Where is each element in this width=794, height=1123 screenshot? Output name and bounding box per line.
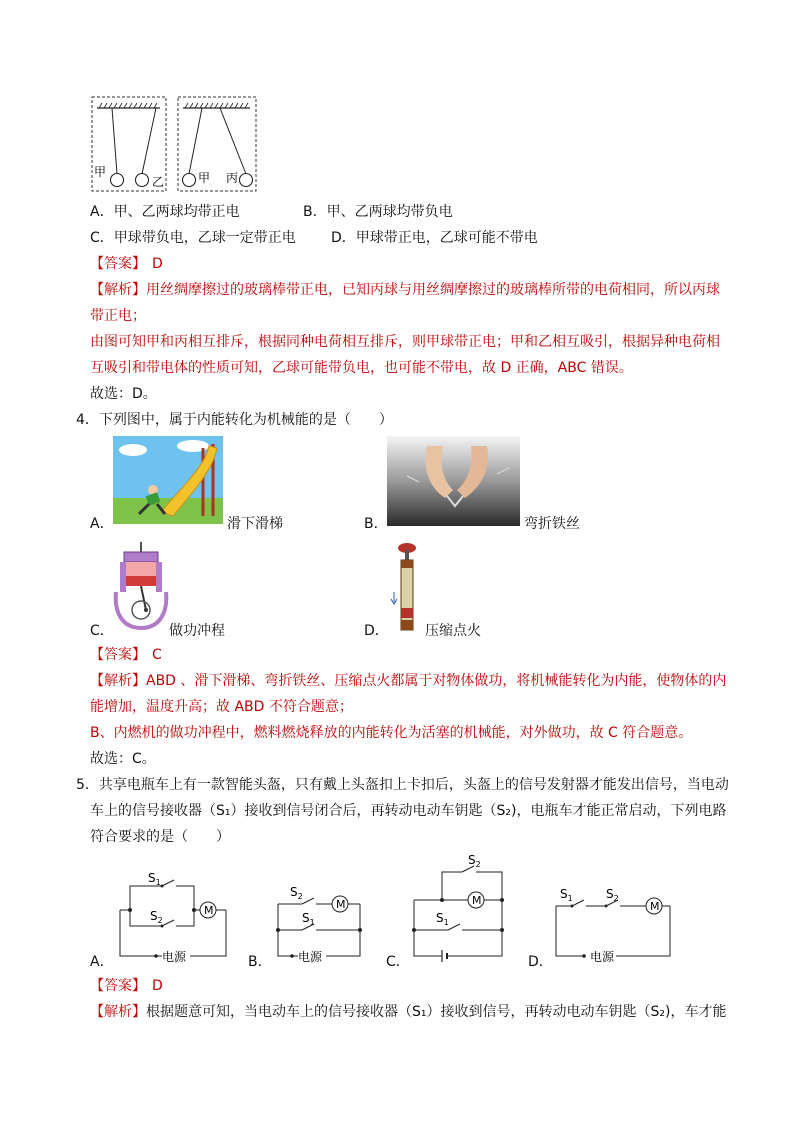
q5-stem-line-2: 车上的信号接收器（S₁）接收到信号闭合后，再转动电动车钥匙（S₂)，电瓶车才能正常启动，下列电路: [90, 803, 727, 819]
label-bing: 丙: [226, 171, 239, 185]
q4-option-b-text: 弯折铁丝: [524, 516, 580, 532]
svg-text:S1: $S_1$: [302, 911, 315, 927]
circuit-a: [110, 868, 235, 968]
circuit-b: [266, 880, 366, 966]
svg-text:S1: $S_1$: [560, 887, 573, 903]
q4-option-c-text: 做功冲程: [169, 623, 225, 639]
q5-option-c: C．: [386, 954, 410, 970]
q4-option-a-text: 滑下滑梯: [227, 516, 283, 532]
q4-stem: 4．下列图中，属于内能转化为机械能的是（ ）: [76, 412, 393, 428]
q4-conclusion: 故选：C。: [90, 751, 156, 767]
pendulum-figure: [90, 96, 260, 194]
q4-option-a-letter: A．: [90, 516, 114, 532]
q3-option-a: A．甲、乙两球均带正电: [90, 204, 240, 220]
q4-analysis-line-2: 能增加，温度升高；故 ABD 不符合题意；: [90, 699, 353, 715]
q5-option-b: B．: [248, 954, 272, 970]
q5-option-a: A．: [90, 954, 114, 970]
bending-wire-picture: [387, 436, 520, 526]
q4-analysis-line-3: B、内燃机的做功冲程中，燃料燃烧释放的内能转化为活塞的机械能，对外做功，故 C 符合题意。: [90, 725, 693, 741]
q4-option-b-letter: B．: [364, 516, 388, 532]
circuit-d: [550, 882, 675, 966]
switch-s1-label: $S_1$: [148, 871, 161, 887]
engine-picture: [110, 540, 172, 632]
label-jia: 甲: [94, 165, 107, 179]
motor-symbol: M: [204, 904, 214, 917]
svg-text:电源: 电源: [590, 950, 615, 964]
q3-analysis-line-2: 带正电；: [90, 308, 146, 324]
q3-conclusion: 故选：D。: [90, 386, 157, 402]
q3-analysis-line-4: 互吸引和带电体的性质可知，乙球可能带负电，也可能不带电，故 D 正确，ABC 错误。: [90, 360, 633, 376]
q4-analysis-line-1: 【解析】ABD 、滑下滑梯、弯折铁丝、压缩点火都属于对物体做功，将机械能转化为内能，使物体的内: [90, 673, 727, 689]
q5-answer: 【答案】 D: [90, 978, 163, 994]
q5-stem-line-1: 5．共享电瓶车上有一款智能头盔，只有戴上头盔扣上卡扣后，头盔上的信号发射器才能发出信号，当电动: [76, 777, 729, 793]
q3-answer: [90, 254, 163, 274]
q4-option-d-text: 压缩点火: [425, 623, 481, 639]
answer-tag: 【答案】: [90, 256, 146, 272]
q4-answer: 【答案】 C: [90, 647, 162, 663]
compression-igniter-picture: [390, 542, 422, 634]
q4-option-d-letter: D．: [364, 623, 389, 639]
svg-text:M: M: [650, 900, 660, 913]
answer-value: D: [152, 256, 163, 272]
slide-picture: [113, 436, 223, 524]
svg-text:S2: $S_2$: [468, 853, 481, 869]
power-source-label: 电源: [162, 950, 187, 964]
q3-option-c: C．甲球带负电，乙球一定带正电: [90, 230, 296, 246]
label-yi: 乙: [152, 175, 165, 189]
svg-text:S2: $S_2$: [606, 887, 619, 903]
switch-s2-label: $S_2$: [150, 909, 163, 925]
svg-text:M: M: [472, 894, 482, 907]
q5-stem-line-3: 符合要求的是（ ）: [90, 829, 230, 845]
svg-text:M: M: [336, 898, 346, 911]
q5-option-d: D．: [528, 954, 553, 970]
q3-option-d: D．甲球带正电，乙球可能不带电: [331, 230, 538, 246]
q4-option-c-letter: C．: [90, 623, 114, 639]
label-jia-2: 甲: [198, 171, 211, 185]
q3-option-b: B．甲、乙两球均带负电: [303, 204, 453, 220]
q5-analysis-line-1: 【解析】根据题意可知，当电动车上的信号接收器（S₁）接收到信号，再转动电动车钥匙（S₂)，车才能: [90, 1004, 727, 1020]
svg-text:S2: $S_2$: [290, 885, 303, 901]
circuit-c: [404, 852, 514, 964]
svg-text:S1: $S_1$: [436, 911, 449, 927]
q3-analysis-line-3: 由图可知甲和丙相互排斥，根据同种电荷相互排斥，则甲球带正电；甲和乙相互吸引，根据异种电荷相: [90, 334, 720, 350]
svg-text:电源: 电源: [298, 950, 323, 964]
q3-analysis-line-1: 【解析】用丝绸摩擦过的玻璃棒带正电，已知丙球与用丝绸摩擦过的玻璃棒所带的电荷相同，所以丙球: [90, 282, 720, 298]
